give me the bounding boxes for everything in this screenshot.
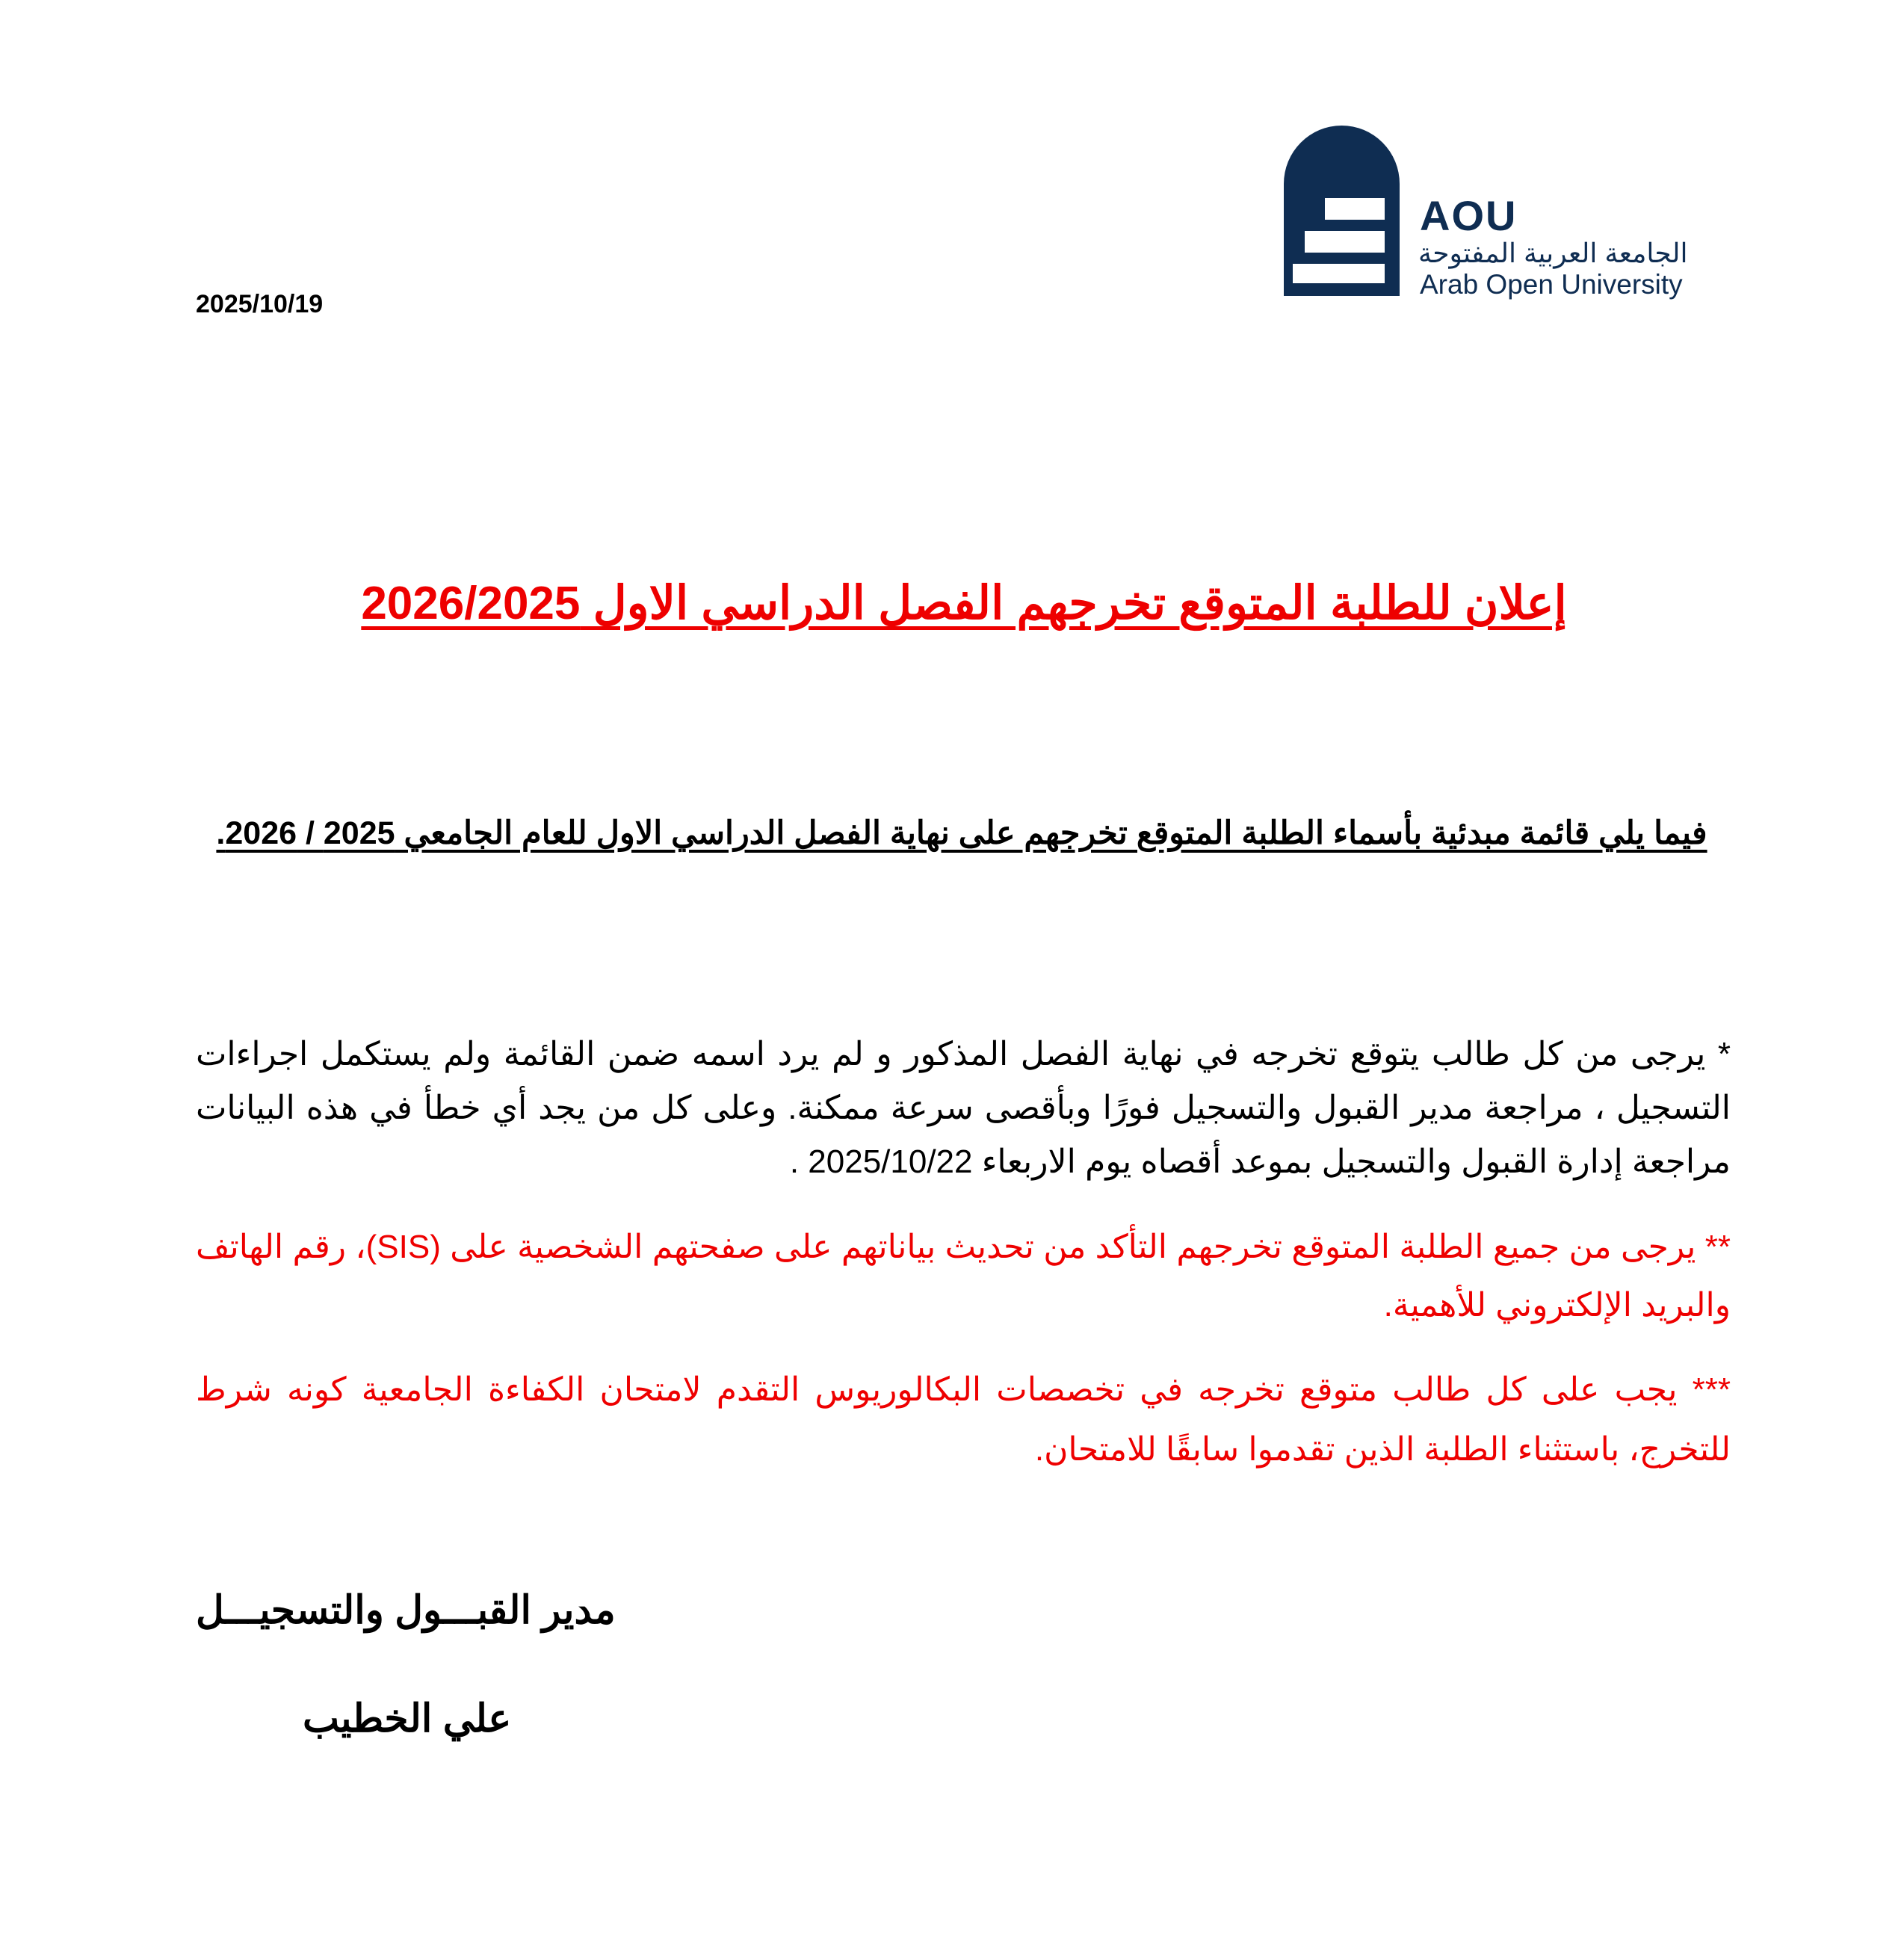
- announcement-subtitle: فيما يلي قائمة مبدئية بأسماء الطلبة المتوقع تخرجهم على نهاية الفصل الدراسي الاول للعام الجامعي 2025 / 2026.: [216, 815, 1707, 851]
- notice-paragraph-1: * يرجى من كل طالب يتوقع تخرجه في نهاية الفصل المذكور و لم يرد اسمه ضمن القائمة ولم يستكمل اجراءات التسجيل ، مراجعة مدير القبول والتسجيل فورًا وبأقصى سرعة ممكنة. وعلى كل من يجد أي خطأ في هذه البيانات مراجعة إدارة القبول والتسجيل بموعد أقصاه يوم الاربعاء 2025/10/22 .: [196, 1036, 1731, 1180]
- notice-paragraph-3: *** يجب على كل طالب متوقع تخرجه في تخصصات البكالوريوس التقدم لامتحان الكفاءة الجامعية كونه شرط للتخرج، باستثناء الطلبة الذين تقدموا سابقًا للامتحان.: [196, 1371, 1731, 1468]
- logo-abbr: AOU: [1420, 192, 1518, 239]
- announcement-title: إعلان للطلبة المتوقع تخرجهم الفصل الدراسي الاول 2026/2025: [361, 578, 1567, 629]
- notice-paragraph-2: ** يرجى من جميع الطلبة المتوقع تخرجهم التأكد من تحديث بياناتهم على صفحتهم الشخصية على (SIS)، رقم الهاتف والبريد الإلكتروني للأهمية.: [196, 1229, 1731, 1324]
- logo-name-en: Arab Open University: [1420, 269, 1683, 300]
- logo-name-ar: الجامعة العربية المفتوحة: [1418, 238, 1688, 268]
- arch-emblem-icon: [1284, 126, 1400, 296]
- document-date: 2025/10/19: [196, 290, 324, 318]
- signature-title: مدير القبـــول والتسجيـــل: [196, 1589, 616, 1632]
- signature-name: علي الخطيب: [303, 1697, 512, 1741]
- aou-logo: [1284, 126, 1702, 301]
